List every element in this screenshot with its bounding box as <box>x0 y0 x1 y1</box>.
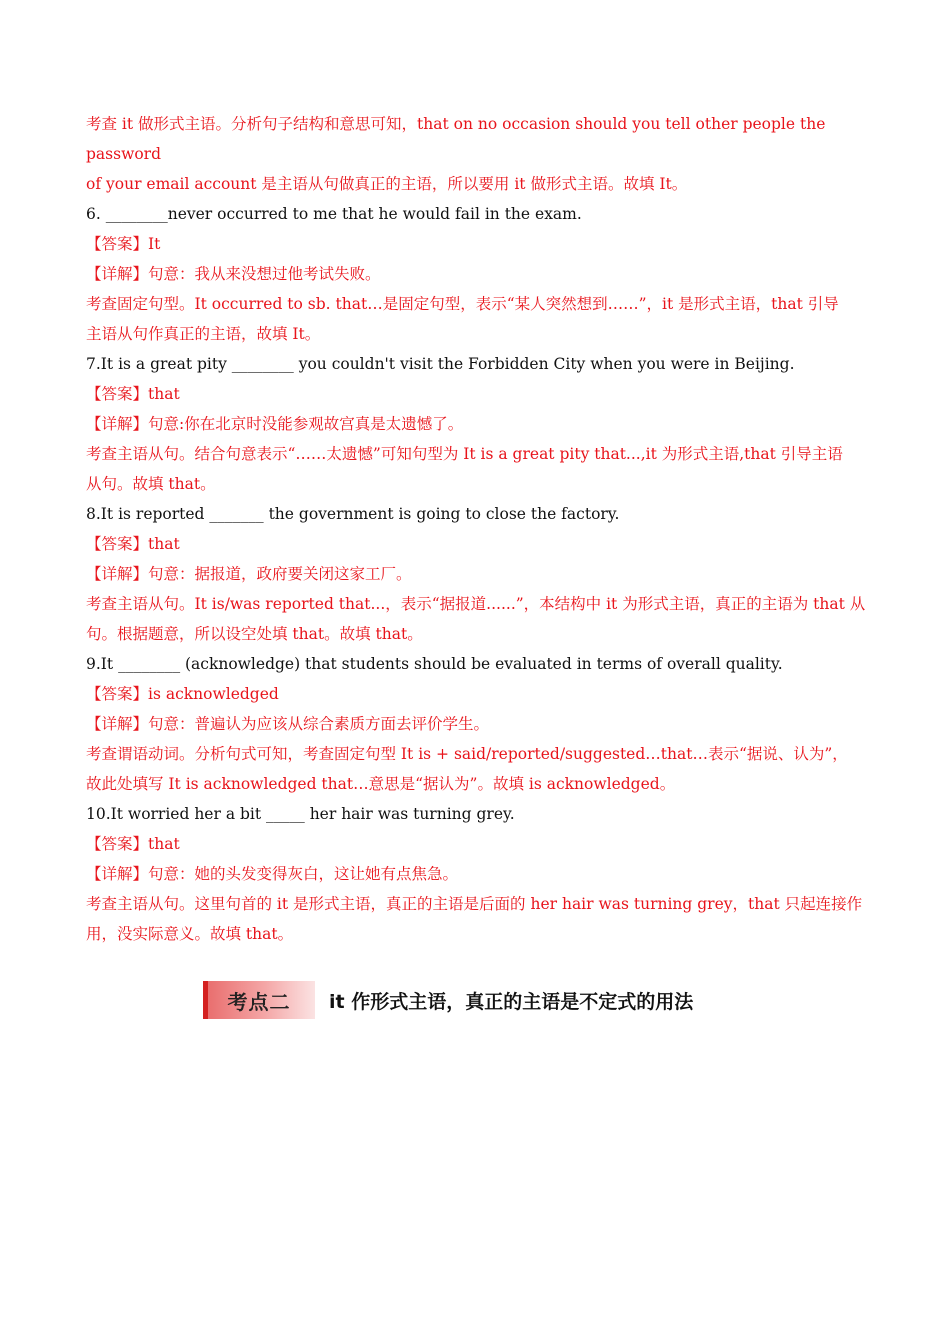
question-line: 9.It ________ (acknowledge) that students should be evaluated in terms of overall quality. <box>86 655 783 673</box>
question-line: 10.It worried her a bit _____ her hair was turning grey. <box>86 805 515 823</box>
section-badge <box>203 981 315 1019</box>
question-line: 8.It is reported _______ the government is going to close the factory. <box>86 505 620 523</box>
answer-line: 【答案】is acknowledged <box>86 685 279 703</box>
question-line: 6. ________never occurred to me that he would fail in the exam. <box>86 205 582 223</box>
question-line: 7.It is a great pity ________ you couldn't visit the Forbidden City when you were in Beijing. <box>86 355 795 373</box>
text-line: 考查主语从句。这里句首的 it 是形式主语，真正的主语是后面的 her hair was turning grey，that 只起连接作 <box>86 895 863 913</box>
text-line: 用，没实际意义。故填 that。 <box>86 925 294 943</box>
text-line: 考查主语从句。结合句意表示“……太遗憾”可知句型为 It is a great pity that...,it 为形式主语,that 引导主语 <box>86 445 843 463</box>
text-line: 考查 it 做形式主语。分析句子结构和意思可知，that on no occasion should you tell other people the password <box>86 115 826 163</box>
section-header <box>203 981 693 1019</box>
section-badge-label: 考点二 <box>227 989 291 1014</box>
text-line: 主语从句作真正的主语，故填 It。 <box>86 325 321 343</box>
answer-line: 【答案】that <box>86 535 180 553</box>
explanation-line: 【详解】句意：她的头发变得灰白，这让她有点焦急。 <box>86 865 459 883</box>
answer-line: 【答案】that <box>86 385 180 403</box>
text-line: 句。根据题意，所以设空处填 that。故填 that。 <box>86 625 423 643</box>
explanation-line: 【详解】句意：据报道，政府要关闭这家工厂。 <box>86 565 412 583</box>
explanation-line: 【详解】句意：普遍认为应该从综合素质方面去评价学生。 <box>86 715 490 733</box>
explanation-line: 【详解】句意：我从来没想过他考试失败。 <box>86 265 381 283</box>
answer-line: 【答案】It <box>86 235 161 253</box>
text-line: 考查谓语动词。分析句式可知，考查固定句型 It is + said/reported/suggested…that…表示“据说、认为”， <box>86 745 848 763</box>
answer-line: 【答案】that <box>86 835 180 853</box>
section-title: it 作形式主语，真正的主语是不定式的用法 <box>329 990 694 1013</box>
text-line: 考查固定句型。It occurred to sb. that…是固定句型，表示“某人突然想到……”，it 是形式主语，that 引导 <box>86 295 839 313</box>
text-line: 从句。故填 that。 <box>86 475 216 493</box>
text-line: 故此处填写 It is acknowledged that…意思是“据认为”。故填 is acknowledged。 <box>86 775 676 793</box>
explanation-line: 【详解】句意:你在北京时没能参观故宫真是太遗憾了。 <box>86 415 464 433</box>
text-line: of your email account 是主语从句做真正的主语，所以要用 it 做形式主语。故填 It。 <box>86 175 688 193</box>
text-line: 考查主语从句。It is/was reported that...，表示“据报道......”，本结构中 it 为形式主语，真正的主语为 that 从 <box>86 595 866 613</box>
document-body <box>86 109 866 949</box>
